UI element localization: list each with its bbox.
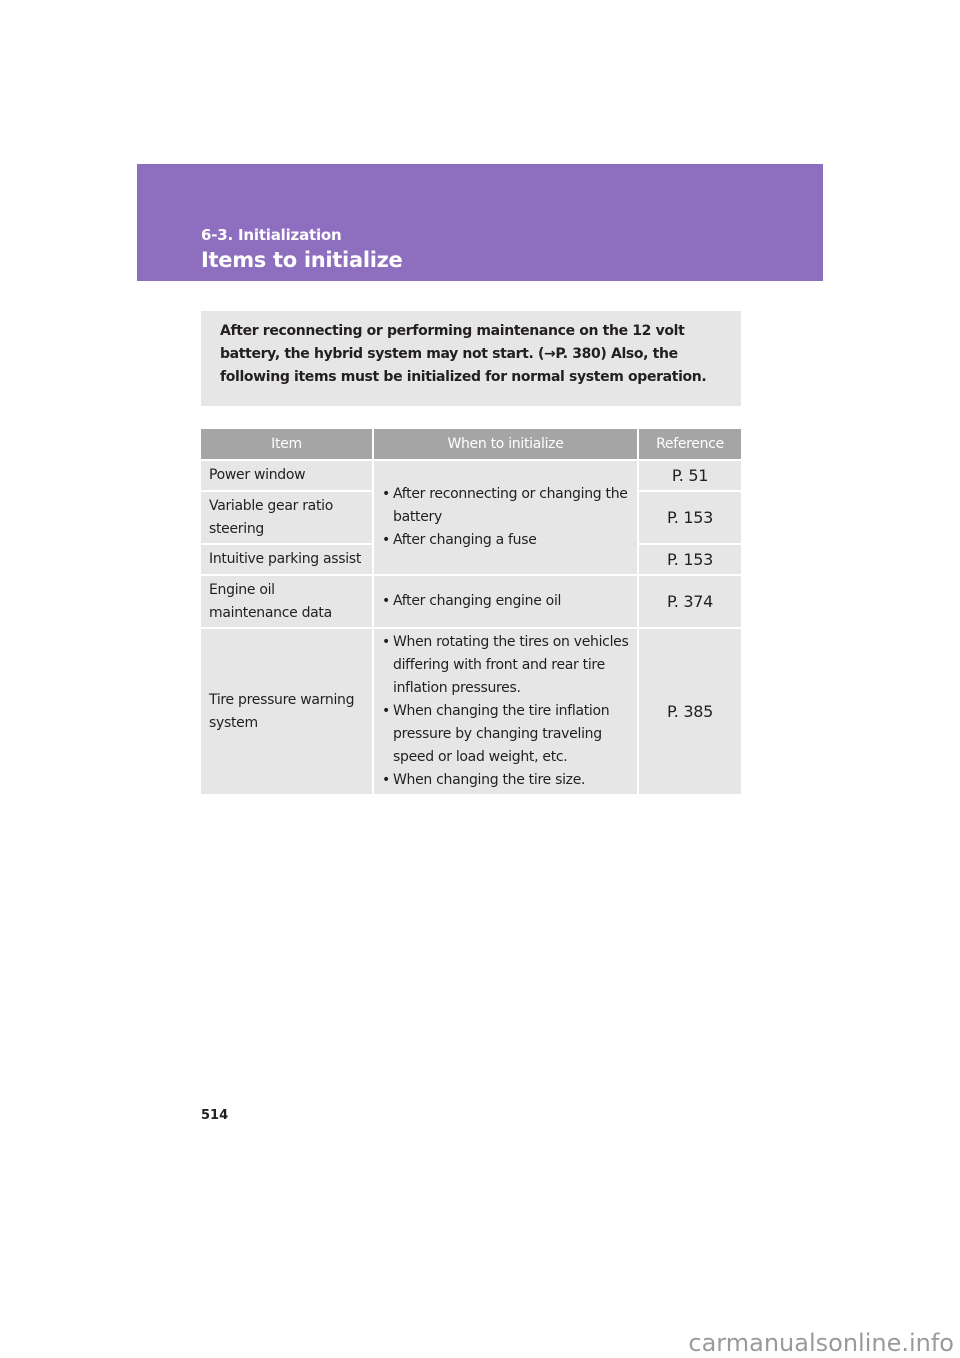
when-list — [382, 483, 629, 552]
when-cell-tire — [373, 628, 638, 794]
table-row — [201, 460, 741, 491]
header-reference: Reference — [638, 429, 741, 460]
table-header-row — [201, 429, 741, 460]
table-row — [201, 628, 741, 794]
page-number: 514 — [201, 1108, 229, 1123]
reference-cell: P. 153 — [638, 491, 741, 544]
list-item: • When rotating the tires on vehicles differing with front and rear tire inflation pressures. — [382, 631, 629, 700]
list-item: • After reconnecting or changing the battery — [382, 483, 629, 529]
when-list — [382, 590, 629, 613]
intro-note: After reconnecting or performing maintenance on the 12 volt battery, the hybrid system may not start. (→P. 380) Also, the following items must be initialized for normal system operation. — [201, 311, 741, 406]
list-item: • After changing engine oil — [382, 590, 629, 613]
header-item: Item — [201, 429, 373, 460]
list-item: • When changing the tire inflation pressure by changing traveling speed or load weight, etc. — [382, 700, 629, 769]
section-header — [137, 164, 823, 281]
when-cell-oil — [373, 575, 638, 628]
page-title: Items to initialize — [201, 248, 403, 272]
list-item: • After changing a fuse — [382, 529, 629, 552]
table-row — [201, 575, 741, 628]
section-label: 6-3. Initialization — [201, 226, 342, 244]
list-item: • When changing the tire size. — [382, 769, 629, 792]
watermark: carmanualsonline.info — [0, 1328, 960, 1358]
header-when: When to initialize — [373, 429, 638, 460]
when-list — [382, 631, 629, 792]
item-cell: Power window — [201, 460, 373, 491]
reference-cell: P. 374 — [638, 575, 741, 628]
item-cell: Tire pressure warning system — [201, 628, 373, 794]
reference-cell: P. 51 — [638, 460, 741, 491]
initialize-table — [201, 429, 741, 794]
item-cell: Variable gear ratio steering — [201, 491, 373, 544]
reference-cell: P. 153 — [638, 544, 741, 575]
item-cell: Engine oil maintenance data — [201, 575, 373, 628]
item-cell: Intuitive parking assist — [201, 544, 373, 575]
reference-cell: P. 385 — [638, 628, 741, 794]
when-cell-battery — [373, 460, 638, 575]
